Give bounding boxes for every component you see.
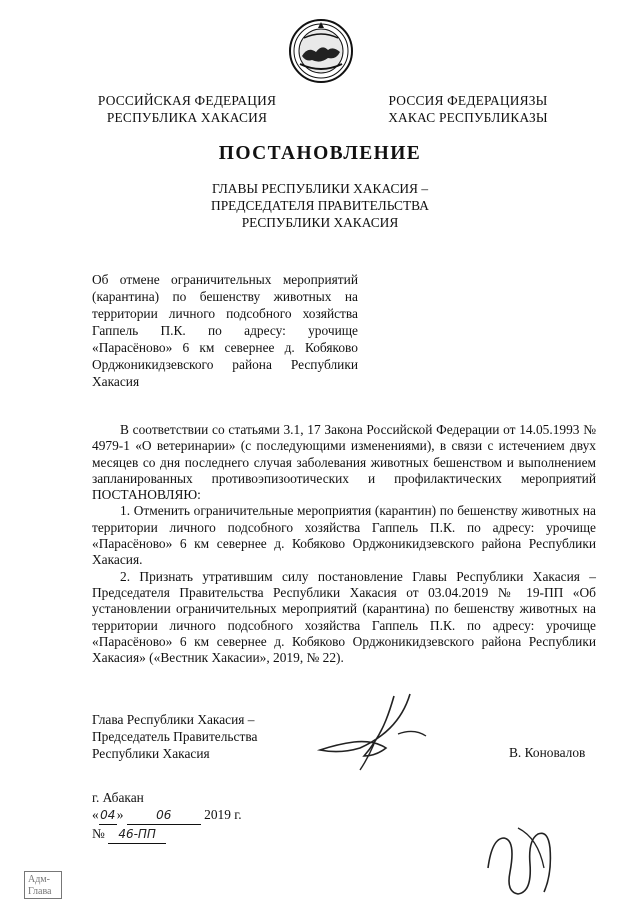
header-left-line2: РЕСПУБЛИКА ХАКАСИЯ (106, 110, 268, 125)
stamp-line1: Адм- (28, 874, 50, 885)
registration-stamp (28, 874, 52, 898)
document-subject: Об отмене ограничительных мероприятий (карантина) по бешенству животных на территории личного подсобного хозяйства Гаппель П.К. по адресу: урочище «Парасёново» 6 км севернее д. Кобяково Орджоникидзевского района Республики Хакасия (92, 272, 358, 389)
stamp-border (24, 871, 62, 899)
handwritten-mark (478, 808, 574, 904)
date-close-quote: » (116, 807, 124, 822)
header-right-line2: ХАКАС РЕСПУБЛИКАЗЫ (388, 110, 548, 125)
header-left-line1: РОССИЙСКАЯ ФЕДЕРАЦИЯ (97, 93, 277, 108)
document-issuer (180, 180, 460, 231)
document-body (92, 422, 596, 666)
date-month: 06 (127, 807, 201, 825)
coat-of-arms-emblem (288, 18, 354, 84)
position-line2: Председатель Правительства (92, 729, 258, 744)
number-prefix: № (92, 826, 105, 841)
number-line (92, 825, 242, 844)
issuer-line2: ПРЕДСЕДАТЕЛЯ ПРАВИТЕЛЬСТВА (211, 198, 429, 213)
issuer-line3: РЕСПУБЛИКИ ХАКАСИЯ (241, 215, 399, 230)
header-left (92, 92, 282, 126)
signatory-position (92, 711, 257, 762)
place-date-number (92, 789, 242, 844)
city: г. Абакан (92, 790, 144, 805)
date-year: 2019 г. (204, 807, 242, 822)
body-item-2: 2. Признать утратившим силу постановление Главы Республики Хакасия – Председателя Правительства Республики Хакасия от 03.04.2019 № 19-ПП «Об установлении ограничительных мероприятий (карантина) по бешенству животных на территории личного подсобного хозяйства Гаппель П.К. по адресу: урочище «Парасёново» 6 км севернее д. Кобяково Орджоникидзевского района Республики Хакасия» («Вестник Хакасии», 2019, № 22). (92, 568, 596, 666)
issuer-line1: ГЛАВЫ РЕСПУБЛИКИ ХАКАСИЯ – (211, 181, 429, 196)
document-type-title: ПОСТАНОВЛЕНИЕ (218, 143, 422, 164)
position-line3: Республики Хакасия (92, 746, 210, 761)
handwritten-signature (310, 688, 440, 778)
body-item-1: 1. Отменить ограничительные мероприятия (карантин) по бешенству животных на территории личного подсобного хозяйства Гаппель П.К. по адресу: урочище «Парасёново» 6 км севернее д. Кобяково Орджоникидзевского района Республики Хакасия. (92, 503, 596, 568)
position-line1: Глава Республики Хакасия – (92, 712, 255, 727)
date-day: 04 (99, 807, 117, 825)
header-right-line1: РОССИЯ ФЕДЕРАЦИЯЗЫ (388, 93, 548, 108)
date-open-quote: « (92, 807, 99, 822)
body-preamble: В соответствии со статьями 3.1, 17 Закона Российской Федерации от 14.05.1993 № 4979-1 «О ветеринарии» (с последующими изменениями), в связи с истечением двух месяцев со дня последнего случая заболевания животных бешенством и выполнением запланированных противоэпизоотических и профилактических мероприятий ПОСТАНОВЛЯЮ: (92, 422, 596, 503)
document-number: 46-ПП (108, 826, 166, 844)
date-line (92, 806, 242, 825)
stamp-line2: Глава (28, 886, 52, 897)
header-right (378, 92, 558, 126)
signatory-name: В. Коновалов (509, 745, 586, 760)
